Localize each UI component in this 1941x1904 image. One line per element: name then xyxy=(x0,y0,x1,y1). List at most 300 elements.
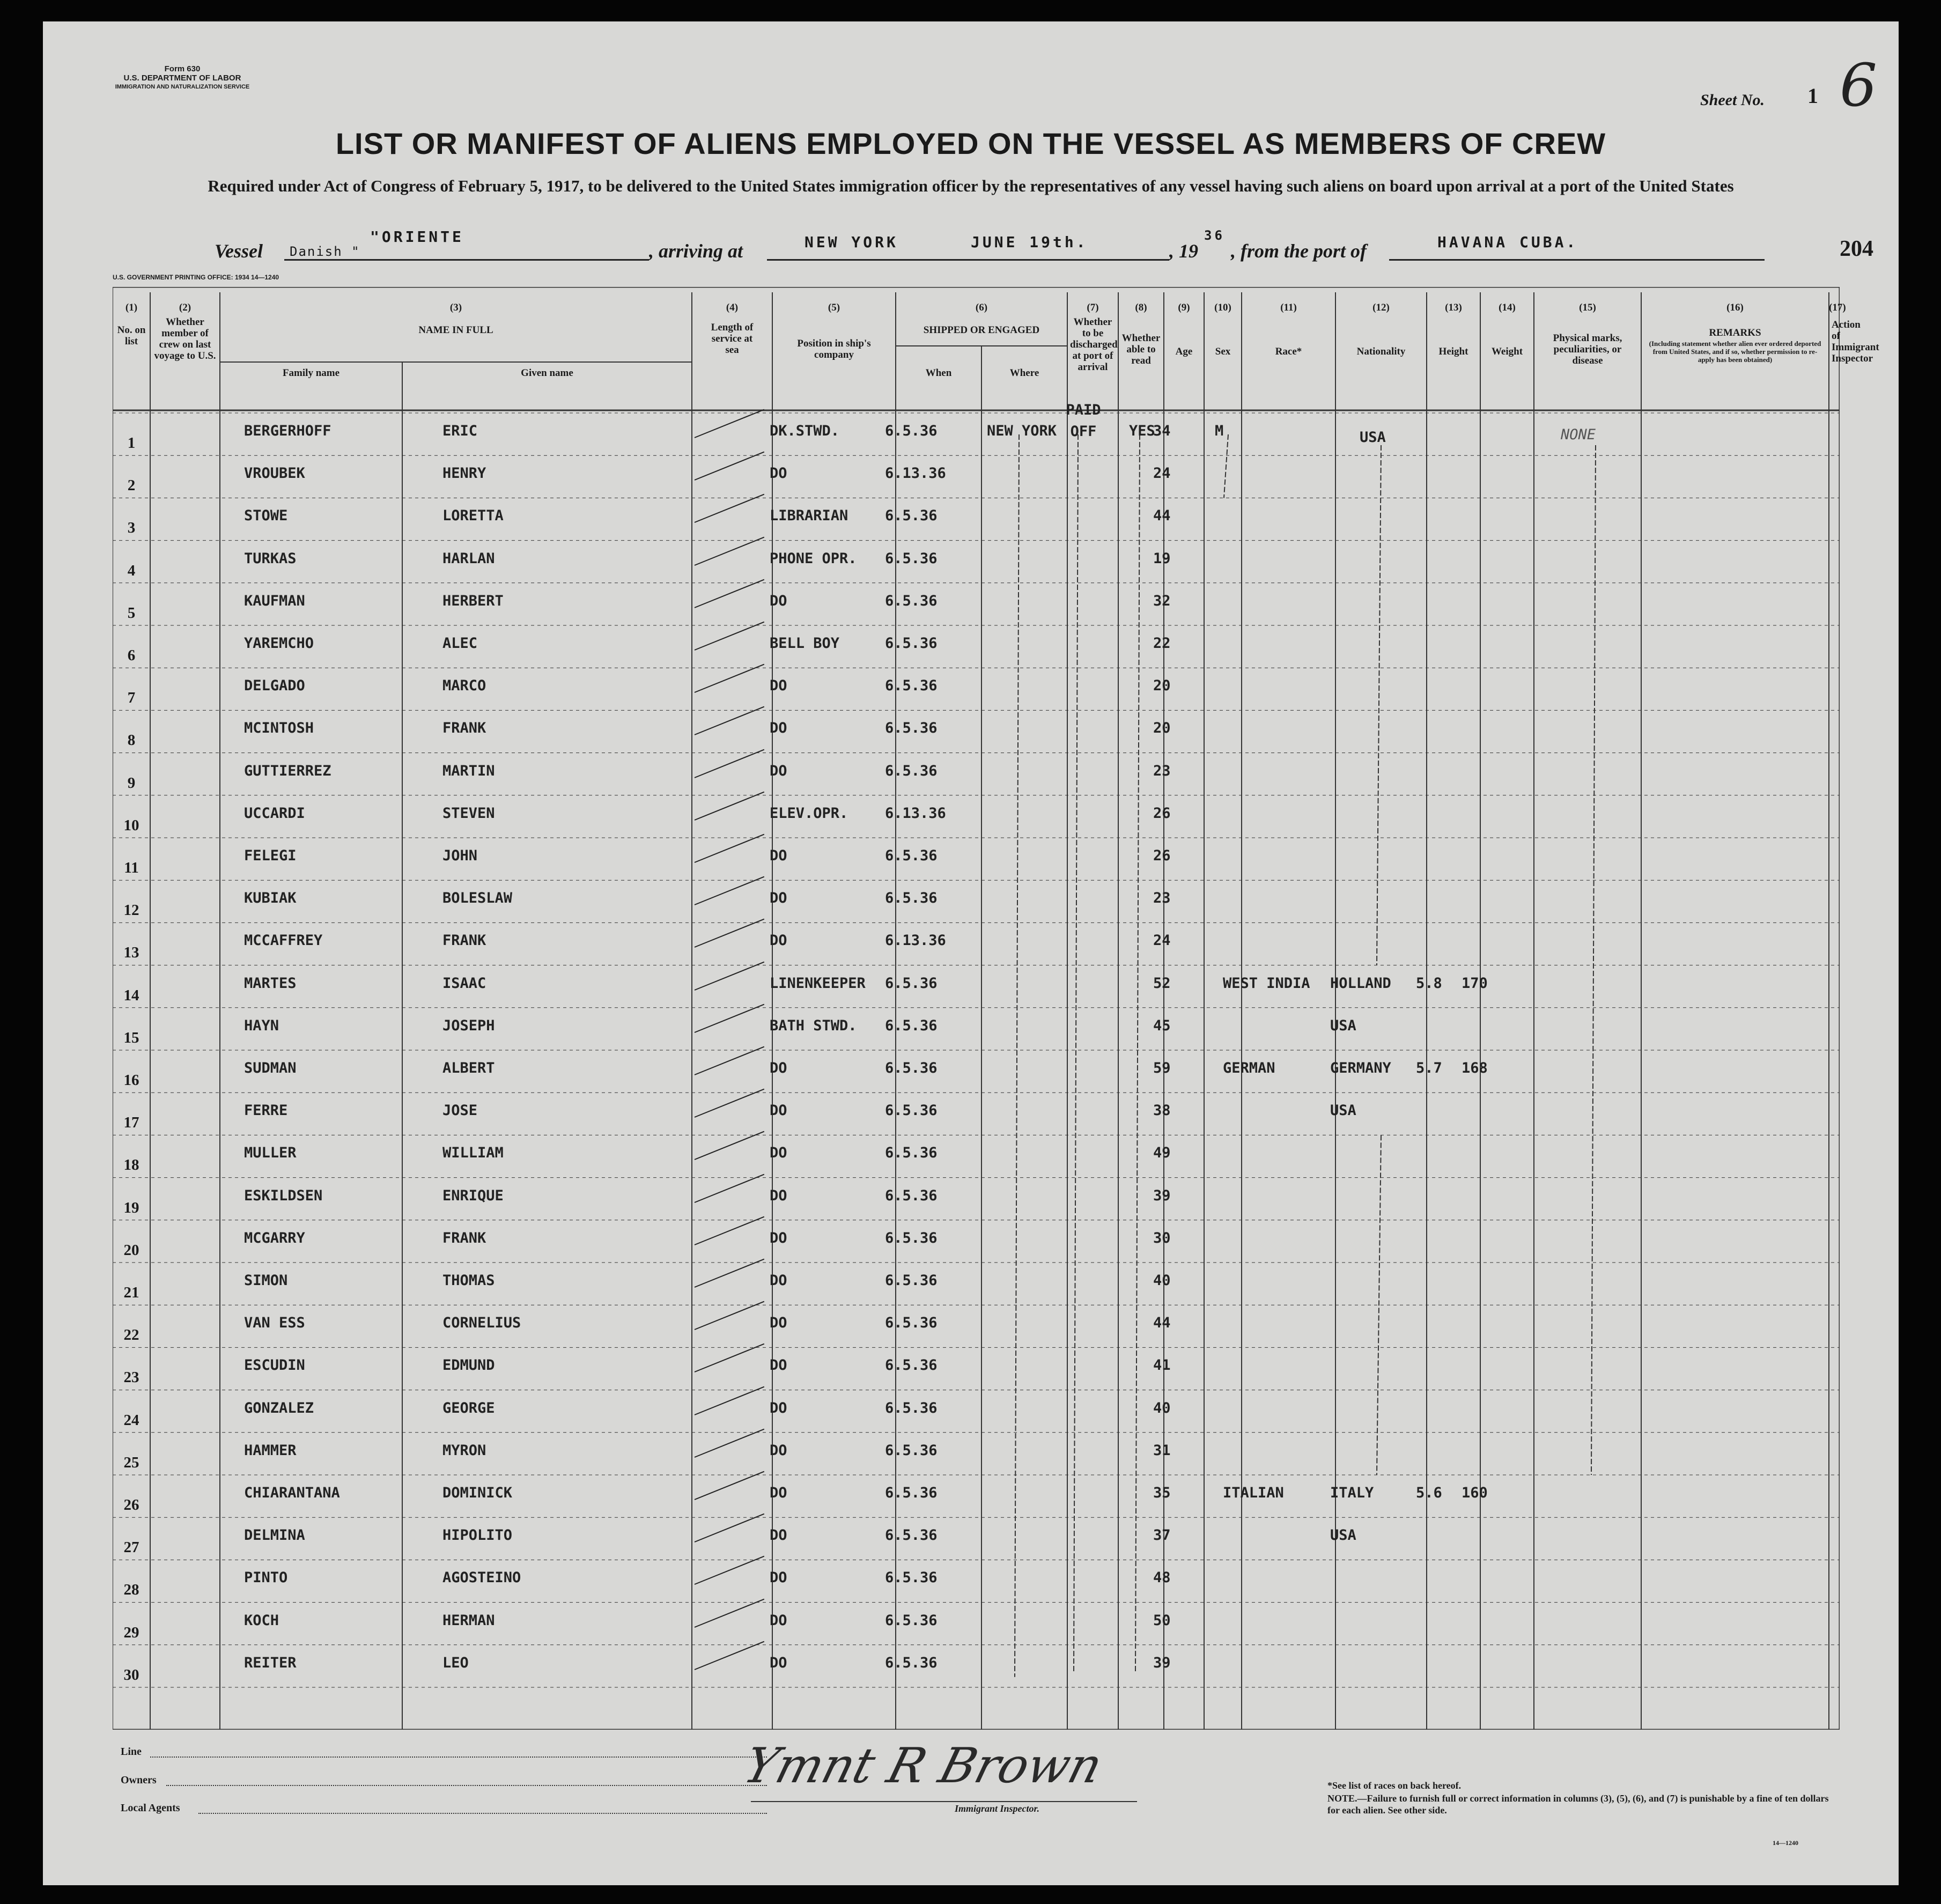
col-header-remarks-note: (Including statement whether alien ever ordered deported from United States, and if so, whether permission to re-apply has been obtained) xyxy=(1649,340,1821,364)
table-row xyxy=(113,625,1840,668)
service-tick-mark xyxy=(695,536,765,565)
cell-weight: 160 xyxy=(1462,1485,1488,1501)
cell-family: SUDMAN xyxy=(244,1060,297,1076)
row-number: 4 xyxy=(127,562,136,579)
cell-family: TURKAS xyxy=(244,550,297,567)
cell-age: 40 xyxy=(1153,1272,1171,1289)
inspector-label: Immigrant Inspector. xyxy=(955,1803,1040,1814)
cell-given: ISAAC xyxy=(442,975,486,992)
cell-age: 49 xyxy=(1153,1145,1171,1162)
row-number: 29 xyxy=(123,1623,139,1641)
col-header-given: Given name xyxy=(521,367,573,379)
cell-when: 6.5.36 xyxy=(885,1145,938,1162)
cell-weight: 168 xyxy=(1462,1060,1488,1076)
col-num-2: (2) xyxy=(179,302,191,313)
form-number: Form 630 xyxy=(164,64,201,73)
cell-when: 6.5.36 xyxy=(885,1315,938,1332)
cell-when: 6.5.36 xyxy=(885,1569,938,1586)
signature-line xyxy=(751,1801,1137,1802)
service-tick-mark xyxy=(695,452,765,481)
cell-age: 26 xyxy=(1153,805,1171,822)
col-header-service: Length of service at sea xyxy=(711,322,754,356)
cell-when: 6.5.36 xyxy=(885,1357,938,1374)
table-row xyxy=(113,668,1840,710)
cell-family: DELMINA xyxy=(244,1527,305,1544)
cell-race: GERMAN xyxy=(1223,1060,1275,1076)
cell-age: 32 xyxy=(1153,592,1171,609)
cell-given: MYRON xyxy=(442,1442,486,1459)
cell-when: 6.5.36 xyxy=(885,1399,938,1416)
service-tick-mark xyxy=(695,1259,765,1288)
table-row xyxy=(113,965,1840,1008)
row-number: 30 xyxy=(123,1666,139,1684)
owners-field xyxy=(166,1785,767,1786)
row1-physical: NONE xyxy=(1561,426,1596,443)
cell-age: 50 xyxy=(1153,1612,1171,1629)
service-tick-mark xyxy=(695,961,765,990)
row-number: 27 xyxy=(123,1539,139,1556)
row-number: 3 xyxy=(127,519,136,537)
cell-when: 6.5.36 xyxy=(885,720,938,737)
table-row xyxy=(113,1263,1840,1305)
cell-age: 24 xyxy=(1153,465,1171,482)
cell-age: 39 xyxy=(1153,1654,1171,1671)
cell-family: MCGARRY xyxy=(244,1229,305,1246)
cell-when: 6.5.36 xyxy=(885,1272,938,1289)
service-tick-mark xyxy=(695,1641,765,1670)
row1-read: YES xyxy=(1129,423,1155,439)
col-header-age: Age xyxy=(1175,346,1193,357)
cell-when: 6.5.36 xyxy=(885,1442,938,1459)
cell-when: 6.5.36 xyxy=(885,507,938,525)
service-tick-mark xyxy=(695,1131,765,1160)
cell-position: BATH STWD. xyxy=(770,1017,857,1034)
cell-family: STOWE xyxy=(244,507,288,525)
cell-when: 6.5.36 xyxy=(885,890,938,907)
cell-given: ALEC xyxy=(442,635,478,652)
cell-given: DOMINICK xyxy=(442,1485,513,1501)
cell-position: DO xyxy=(770,1229,787,1246)
department: U.S. DEPARTMENT OF LABOR xyxy=(123,73,241,83)
cell-age: 34 xyxy=(1153,423,1171,439)
cell-given: LORETTA xyxy=(442,507,504,525)
cell-given: FRANK xyxy=(442,1229,486,1246)
col-header-where: Where xyxy=(1009,367,1039,379)
row-number: 16 xyxy=(123,1072,139,1089)
cell-given: WILLIAM xyxy=(442,1145,504,1162)
cell-position: DO xyxy=(770,762,787,779)
page-title: LIST OR MANIFEST OF ALIENS EMPLOYED ON THE VESSEL AS MEMBERS OF CREW xyxy=(335,127,1606,160)
form-header xyxy=(102,64,263,92)
cell-position: DO xyxy=(770,1272,787,1289)
service-tick-mark xyxy=(695,409,765,438)
sheet-handwritten-number: 6 xyxy=(1840,51,1877,120)
col-num-11: (11) xyxy=(1280,302,1297,313)
row-number: 9 xyxy=(127,774,136,792)
cell-age: 44 xyxy=(1153,1315,1171,1332)
cell-family: REITER xyxy=(244,1654,297,1671)
races-note: *See list of races on back hereof. xyxy=(1327,1780,1462,1791)
manifest-sheet xyxy=(43,21,1899,1885)
col-num-4: (4) xyxy=(726,302,739,313)
cell-nationality: USA xyxy=(1330,1017,1356,1034)
col-header-position: Position in ship's company xyxy=(797,338,871,360)
cell-given: CORNELIUS xyxy=(442,1315,521,1332)
cell-position: DO xyxy=(770,1102,787,1119)
sheet-number: 1 xyxy=(1807,84,1818,108)
cell-position: DO xyxy=(770,1654,787,1671)
row-number: 10 xyxy=(123,816,139,834)
from-label: , from the port of xyxy=(1231,240,1367,262)
table-row xyxy=(113,880,1840,923)
service-tick-mark xyxy=(695,1598,765,1627)
cell-age: 19 xyxy=(1153,550,1171,567)
service-tick-mark xyxy=(695,1174,765,1202)
cell-given: ALBERT xyxy=(442,1060,495,1076)
cell-race: ITALIAN xyxy=(1223,1485,1284,1501)
cell-family: FERRE xyxy=(244,1102,288,1119)
cell-when: 6.5.36 xyxy=(885,975,938,992)
cell-position: DO xyxy=(770,465,787,482)
col-num-5: (5) xyxy=(828,302,840,313)
row-number: 13 xyxy=(123,944,139,962)
cell-family: MARTES xyxy=(244,975,297,992)
cell-family: MCCAFFREY xyxy=(244,932,323,949)
vessel-label: Vessel xyxy=(215,240,263,262)
row-number: 19 xyxy=(123,1199,139,1216)
service: IMMIGRATION AND NATURALIZATION SERVICE xyxy=(115,84,250,90)
cell-given: JOHN xyxy=(442,847,478,864)
cell-position: DO xyxy=(770,1187,787,1204)
row1-sex: M xyxy=(1215,423,1224,439)
cell-family: HAYN xyxy=(244,1017,279,1034)
cell-when: 6.5.36 xyxy=(885,1102,938,1119)
service-tick-mark xyxy=(695,1216,765,1245)
col-num-15: (15) xyxy=(1579,302,1596,313)
cell-nationality: ITALY xyxy=(1330,1485,1374,1501)
cell-when: 6.13.36 xyxy=(885,465,946,482)
cell-family: FELEGI xyxy=(244,847,297,864)
col-num-14: (14) xyxy=(1499,302,1516,313)
cell-position: LINENKEEPER xyxy=(770,975,866,992)
cell-age: 20 xyxy=(1153,677,1171,695)
cell-age: 23 xyxy=(1153,890,1171,907)
cell-family: YAREMCHO xyxy=(244,635,314,652)
cell-age: 45 xyxy=(1153,1017,1171,1034)
table-row xyxy=(113,1347,1840,1390)
cell-given: AGOSTEINO xyxy=(442,1569,521,1586)
inspector-signature: Ymnt R Brown xyxy=(737,1738,1109,1794)
year-prefix: , 19 xyxy=(1169,240,1198,262)
table-row xyxy=(113,753,1840,795)
line-label: Line xyxy=(121,1746,142,1758)
cell-position: DO xyxy=(770,1612,787,1629)
service-tick-mark xyxy=(695,1556,765,1585)
col-num-16: (16) xyxy=(1726,302,1744,313)
row-number: 28 xyxy=(123,1581,139,1599)
cell-position: PHONE OPR. xyxy=(770,550,857,567)
cell-given: EDMUND xyxy=(442,1357,495,1374)
table-row xyxy=(113,1093,1840,1135)
col-header-no: No. on list xyxy=(117,324,146,347)
row-number: 22 xyxy=(123,1326,139,1344)
cell-age: 35 xyxy=(1153,1485,1171,1501)
cell-age: 41 xyxy=(1153,1357,1171,1374)
col-header-weight: Weight xyxy=(1491,346,1523,357)
cell-when: 6.5.36 xyxy=(885,1654,938,1671)
cell-family: KAUFMAN xyxy=(244,592,305,609)
service-tick-mark xyxy=(695,791,765,820)
cell-position: DO xyxy=(770,677,787,695)
row-number: 25 xyxy=(123,1453,139,1471)
cell-family: VAN ESS xyxy=(244,1315,305,1332)
cell-race: WEST INDIA xyxy=(1223,975,1310,992)
col-num-6: (6) xyxy=(975,302,988,313)
cell-when: 6.13.36 xyxy=(885,805,946,822)
cell-position: DO xyxy=(770,1569,787,1586)
table-row xyxy=(113,710,1840,752)
agents-label: Local Agents xyxy=(121,1802,180,1814)
col-header-remarks: REMARKS xyxy=(1709,327,1761,338)
cell-position: BELL BOY xyxy=(770,635,840,652)
cell-when: 6.5.36 xyxy=(885,677,938,695)
cell-nationality: USA xyxy=(1330,1102,1356,1119)
cell-when: 6.5.36 xyxy=(885,550,938,567)
cell-family: BERGERHOFF xyxy=(244,423,331,439)
cell-age: 23 xyxy=(1153,762,1171,779)
col-num-10: (10) xyxy=(1214,302,1231,313)
cell-when: 6.5.36 xyxy=(885,1060,938,1076)
row-number: 21 xyxy=(123,1284,139,1301)
cell-position: DO xyxy=(770,847,787,864)
cell-when: 6.5.36 xyxy=(885,1187,938,1204)
cell-given: BOLESLAW xyxy=(442,890,513,907)
row1-discharged: PAID OFF xyxy=(1066,402,1101,440)
cell-family: ESCUDIN xyxy=(244,1357,305,1374)
cell-nationality: GERMANY xyxy=(1330,1060,1391,1076)
cell-given: HIPOLITO xyxy=(442,1527,513,1544)
cell-nationality: USA xyxy=(1330,1527,1356,1544)
service-tick-mark xyxy=(695,1514,765,1543)
owners-label: Owners xyxy=(121,1774,157,1786)
table-row xyxy=(113,1560,1840,1602)
cell-when: 6.5.36 xyxy=(885,1229,938,1246)
cell-when: 6.13.36 xyxy=(885,932,946,949)
service-tick-mark xyxy=(695,1471,765,1500)
col-header-physical: Physical marks, peculiarities, or disease xyxy=(1553,333,1622,366)
row-number: 1 xyxy=(127,434,136,452)
row-number: 24 xyxy=(123,1411,139,1429)
service-tick-mark xyxy=(695,749,765,778)
arrival-year: 36 xyxy=(1204,228,1225,243)
cell-position: DO xyxy=(770,890,787,907)
cell-when: 6.5.36 xyxy=(885,1485,938,1501)
col-header-height: Height xyxy=(1438,346,1468,357)
cell-family: MCINTOSH xyxy=(244,720,314,737)
cell-given: LEO xyxy=(442,1654,469,1671)
table-row xyxy=(113,1050,1840,1093)
cell-given: HARLAN xyxy=(442,550,495,567)
row-number: 11 xyxy=(124,859,139,876)
cell-age: 40 xyxy=(1153,1399,1171,1416)
cell-position: ELEV.OPR. xyxy=(770,805,848,822)
cell-family: GUTTIERREZ xyxy=(244,762,331,779)
cell-age: 20 xyxy=(1153,720,1171,737)
cell-age: 37 xyxy=(1153,1527,1171,1544)
cell-age: 22 xyxy=(1153,635,1171,652)
row1-nationality: USA xyxy=(1360,429,1386,446)
cell-position: DO xyxy=(770,932,787,949)
cell-given: ERIC xyxy=(442,423,478,439)
table-row xyxy=(113,1517,1840,1560)
col-num-13: (13) xyxy=(1445,302,1462,313)
col-num-9: (9) xyxy=(1178,302,1190,313)
service-tick-mark xyxy=(695,1003,765,1032)
cell-when: 6.5.36 xyxy=(885,847,938,864)
table-row xyxy=(113,583,1840,625)
cell-given: GEORGE xyxy=(442,1399,495,1416)
col-header-discharged: Whether to be discharged at port of arrival xyxy=(1070,316,1118,373)
crew-table: (1) (2) (3) (4) (5) (6) (7) (8) (9) (10) (11) (12) (13) (14) (15) (16) (17) No. on list Whether member of crew on last voyage to U.S. NAME IN FULL Family name Given name Length of service at sea Position in ship's company SHIPPED OR ENGAGED When Where Whether to be discharged at port of arrival Whether able to read Age Sex Race* Nationality Height Weight Physical marks, peculiarities, or disease REMARKS (Including statement whether alien ever ordered deported from United States, and if so, whether permission to re-apply has been obtained) Action of Immigrant Inspector 1 BERGERHOFF ERIC DK.STWD. 6.5.36 34 2 VROUBEK HENRY DO 6.13.36 24 3 STOWE LORETTA LIBRARIAN 6.5.36 44 4 TURKAS HARLAN PHONE OPR. 6.5.36 19 5 KAUFMAN HERBERT DO 6.5.36 32 6 YAREMCHO ALEC BELL BOY 6.5.36 22 7 DELGADO MARCO DO 6.5.36 20 8 MCINTOSH FRANK DO 6.5.36 20 9 GUTTIERREZ MARTIN DO 6.5.36 23 10 UCCARDI STEVEN ELEV.OPR. 6.13.36 26 11 FELEGI JOHN DO 6.5.36 26 12 KUBIAK BOLESLAW DO 6.5.36 23 13 MCCAFFREY FRANK DO 6.13.36 24 14 MARTES ISAAC LINENKEEPER 6.5.36 52 WEST INDIA HOLLAND 5.8 170 15 HAYN JOSEPH BATH STWD. 6.5.36 45 USA 16 SUDMAN ALBERT DO 6.5.36 59 GERMAN GERMANY 5.7 168 17 FERRE JOSE DO 6.5.36 38 USA 18 MULLER WILLIAM DO 6.5.36 49 19 ESKILDSEN ENRIQUE DO 6.5.36 39 20 MCGARRY FRANK DO 6.5.36 30 21 SIMON THOMAS DO 6.5.36 40 22 VAN ESS CORNELIUS DO 6.5.36 44 23 ESCUDIN EDMUND DO 6.5.36 41 24 GONZALEZ GEORGE DO 6.5.36 40 25 HAMMER MYRON DO 6.5.36 31 26 CHIARANTANA DOMINICK DO 6.5.36 35 ITALIAN ITALY 5.6 160 27 DELMINA HIPOLITO DO 6.5.36 37 USA 28 PINTO AGOSTEINO DO 6.5.36 48 29 KOCH HERMAN DO 6.5.36 50 30 REITER LEO DO 6.5.36 39 NEW YORK PAID OFF YES M USA NONE xyxy=(113,287,1840,1730)
col-header-race: Race* xyxy=(1275,346,1302,357)
table-row xyxy=(113,1178,1840,1220)
cell-when: 6.5.36 xyxy=(885,1612,938,1629)
from-port: HAVANA CUBA. xyxy=(1437,233,1578,251)
printer-line: U.S. GOVERNMENT PRINTING OFFICE: 1934 14—1240 xyxy=(113,274,279,281)
cell-family: SIMON xyxy=(244,1272,288,1289)
col-header-read: Whether able to read xyxy=(1121,333,1161,366)
row-number: 18 xyxy=(123,1156,139,1174)
table-row xyxy=(113,455,1840,498)
cell-position: DO xyxy=(770,720,787,737)
cell-age: 31 xyxy=(1153,1442,1171,1459)
table-row xyxy=(113,498,1840,540)
cell-weight: 170 xyxy=(1462,975,1488,992)
service-tick-mark xyxy=(695,1386,765,1415)
cell-position: DO xyxy=(770,1145,787,1162)
cell-when: 6.5.36 xyxy=(885,762,938,779)
table-row xyxy=(113,1645,1840,1687)
cell-when: 6.5.36 xyxy=(885,1017,938,1034)
row-number: 20 xyxy=(123,1241,139,1259)
cell-position: DO xyxy=(770,1442,787,1459)
cell-height: 5.6 xyxy=(1416,1485,1442,1501)
cell-age: 52 xyxy=(1153,975,1171,992)
vessel-line xyxy=(215,228,1877,260)
row-number: 7 xyxy=(127,689,136,707)
col-header-sex: Sex xyxy=(1215,346,1231,357)
cell-given: HERBERT xyxy=(442,592,504,609)
cell-age: 30 xyxy=(1153,1229,1171,1246)
cell-height: 5.8 xyxy=(1416,975,1442,992)
cell-position: DK.STWD. xyxy=(770,423,840,439)
table-row xyxy=(113,1305,1840,1347)
cell-family: MULLER xyxy=(244,1145,297,1162)
table-row xyxy=(113,1008,1840,1050)
arriving-port: NEW YORK xyxy=(805,233,898,251)
row-number: 5 xyxy=(127,604,136,622)
cell-position: DO xyxy=(770,1357,787,1374)
col-num-3: (3) xyxy=(449,302,462,313)
service-tick-mark xyxy=(695,1046,765,1075)
table-row xyxy=(113,1220,1840,1263)
service-tick-mark xyxy=(695,664,765,693)
service-tick-mark xyxy=(695,1428,765,1457)
cell-age: 59 xyxy=(1153,1060,1171,1076)
service-tick-mark xyxy=(695,622,765,651)
col-header-nationality: Nationality xyxy=(1356,346,1406,357)
from-underline xyxy=(1389,259,1765,261)
row-number: 17 xyxy=(123,1114,139,1132)
cell-given: STEVEN xyxy=(442,805,495,822)
cell-given: HENRY xyxy=(442,465,486,482)
cell-family: HAMMER xyxy=(244,1442,297,1459)
service-tick-mark xyxy=(695,706,765,735)
cell-family: VROUBEK xyxy=(244,465,305,482)
sheet-label: Sheet No. xyxy=(1700,91,1765,109)
col-num-12: (12) xyxy=(1372,302,1390,313)
page-stamp: 204 xyxy=(1840,237,1873,261)
row-number: 15 xyxy=(123,1029,139,1046)
cell-position: DO xyxy=(770,1527,787,1544)
table-row xyxy=(113,1135,1840,1177)
cell-position: DO xyxy=(770,592,787,609)
cell-position: DO xyxy=(770,1399,787,1416)
table-row xyxy=(113,1390,1840,1433)
row-number: 12 xyxy=(123,902,139,919)
col-header-last-voyage: Whether member of crew on last voyage to U.S. xyxy=(154,316,216,361)
cell-given: THOMAS xyxy=(442,1272,495,1289)
cell-given: JOSE xyxy=(442,1102,478,1119)
table-row xyxy=(113,1603,1840,1645)
service-tick-mark xyxy=(695,579,765,608)
arrival-date: JUNE 19th. xyxy=(971,233,1088,251)
cell-given: ENRIQUE xyxy=(442,1187,504,1204)
date-underline xyxy=(965,259,1169,261)
row-number: 6 xyxy=(127,647,136,664)
col-num-1: (1) xyxy=(125,302,138,313)
cell-when: 6.5.36 xyxy=(885,423,938,439)
cell-given: JOSEPH xyxy=(442,1017,495,1034)
cell-given: MARTIN xyxy=(442,762,495,779)
cell-age: 44 xyxy=(1153,507,1171,525)
cell-family: KOCH xyxy=(244,1612,279,1629)
cell-given: HERMAN xyxy=(442,1612,495,1629)
service-tick-mark xyxy=(695,494,765,523)
cell-age: 26 xyxy=(1153,847,1171,864)
cell-age: 24 xyxy=(1153,932,1171,949)
cell-given: FRANK xyxy=(442,720,486,737)
cell-height: 5.7 xyxy=(1416,1060,1442,1076)
service-tick-mark xyxy=(695,876,765,905)
table-row xyxy=(113,923,1840,965)
line-field xyxy=(150,1757,767,1758)
col-header-shipped: SHIPPED OR ENGAGED xyxy=(923,324,1040,336)
cell-family: GONZALEZ xyxy=(244,1399,314,1416)
row-number: 8 xyxy=(127,732,136,749)
row1-where: NEW YORK xyxy=(987,423,1057,439)
service-tick-mark xyxy=(695,1301,765,1330)
col-header-when: When xyxy=(925,367,952,379)
cell-family: CHIARANTANA xyxy=(244,1485,340,1501)
cell-when: 6.5.36 xyxy=(885,592,938,609)
cell-family: ESKILDSEN xyxy=(244,1187,323,1204)
cell-nationality: HOLLAND xyxy=(1330,975,1391,992)
cell-family: KUBIAK xyxy=(244,890,297,907)
row-number: 26 xyxy=(123,1496,139,1514)
service-tick-mark xyxy=(695,834,765,863)
page-subtitle: Required under Act of Congress of February 5, 1917, to be delivered to the United States immigration officer by the representatives of any vessel having such aliens on board upon arrival at a port of the United States xyxy=(208,176,1734,195)
